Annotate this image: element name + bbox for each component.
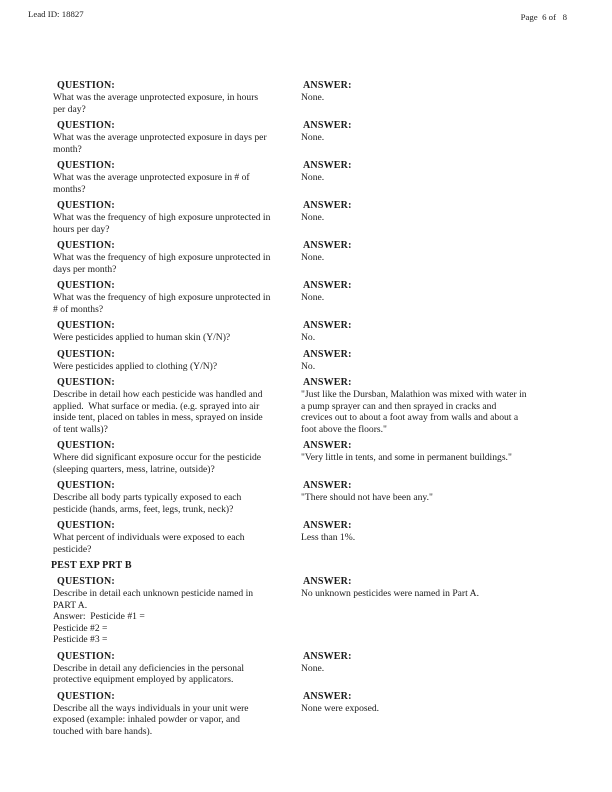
answer-column	[301, 479, 562, 515]
qa-block	[51, 119, 562, 155]
answer-lines	[301, 588, 562, 600]
question-lines	[51, 588, 301, 646]
question-label: QUESTION:	[57, 690, 115, 702]
question-label: QUESTION:	[57, 348, 115, 360]
qa-block	[51, 199, 562, 235]
qa-block	[51, 439, 562, 475]
question-lines	[51, 492, 301, 515]
question-line: month?	[53, 143, 82, 155]
qa-block	[51, 575, 562, 646]
question-line: of tent walls)?	[53, 423, 108, 435]
question-line: What was the average unprotected exposure in days per	[53, 132, 267, 143]
question-line: protective equipment employed by applicators.	[53, 674, 234, 685]
answer-line: None.	[301, 662, 325, 674]
answer-line: No.	[301, 332, 316, 343]
qa-block	[51, 79, 562, 115]
question-label: QUESTION:	[57, 120, 115, 131]
question-line: Describe in detail how each pesticide was handled and	[53, 389, 263, 400]
answer-label: ANSWER:	[303, 348, 352, 360]
question-column	[51, 519, 301, 555]
question-line: Describe in detail any deficiencies in the personal	[53, 662, 244, 674]
question-label: QUESTION:	[57, 320, 115, 331]
answer-lines	[301, 492, 562, 504]
question-column	[51, 239, 301, 275]
answer-label: ANSWER:	[303, 440, 352, 451]
answer-label: ANSWER:	[303, 280, 352, 291]
answer-column	[301, 239, 562, 275]
question-lines	[51, 452, 301, 475]
answer-line: None.	[301, 212, 325, 223]
question-label: QUESTION:	[57, 240, 115, 251]
answer-lines	[301, 332, 562, 344]
question-label: QUESTION:	[57, 480, 115, 491]
question-line: Pesticide #2 =	[53, 622, 108, 634]
question-label: QUESTION:	[57, 520, 115, 531]
answer-line: crevices out to about a foot away from walls and about a	[301, 412, 519, 423]
question-lines	[51, 132, 301, 155]
answer-column	[301, 119, 562, 155]
question-line: Pesticide #3 =	[53, 634, 108, 645]
answer-column	[301, 348, 562, 373]
question-line: What percent of individuals were exposed to each	[53, 532, 245, 543]
answer-label: ANSWER:	[303, 160, 352, 171]
answer-label: ANSWER:	[303, 377, 352, 388]
question-lines	[51, 292, 301, 315]
question-line: days per month?	[53, 263, 117, 275]
question-lines	[51, 361, 301, 373]
question-line: What was the average unprotected exposure in # of	[53, 172, 250, 183]
answer-column	[301, 439, 562, 475]
question-lines	[51, 172, 301, 195]
question-column	[51, 79, 301, 115]
question-column	[51, 119, 301, 155]
question-column	[51, 650, 301, 686]
question-line: Were pesticides applied to clothing (Y/N)?	[53, 360, 218, 372]
answer-lines	[301, 663, 562, 675]
question-column	[51, 376, 301, 435]
answer-line: No unknown pesticides were named in Part A.	[301, 588, 479, 599]
answer-column	[301, 319, 562, 344]
question-label: QUESTION:	[57, 576, 115, 587]
question-column	[51, 439, 301, 475]
question-line: What was the average unprotected exposure, in hours	[53, 92, 259, 103]
answer-label: ANSWER:	[303, 480, 352, 491]
answer-column	[301, 690, 562, 738]
qa-block	[51, 376, 562, 435]
question-lines	[51, 332, 301, 344]
answer-column	[301, 279, 562, 315]
question-line: What was the frequency of high exposure unprotected in	[53, 252, 271, 263]
answer-line: No.	[301, 360, 316, 372]
question-line: months?	[53, 183, 86, 195]
answer-column	[301, 79, 562, 115]
qa-block	[51, 279, 562, 315]
question-column	[51, 690, 301, 738]
question-line: hours per day?	[53, 223, 110, 235]
question-label: QUESTION:	[57, 440, 115, 451]
answer-column	[301, 199, 562, 235]
qa-block	[51, 239, 562, 275]
lead-id-label: Lead ID: 18827	[28, 9, 84, 19]
question-label: QUESTION:	[57, 280, 115, 291]
question-line: Describe in detail each unknown pesticide named in	[53, 588, 254, 599]
question-label: QUESTION:	[57, 80, 115, 91]
answer-line: None.	[301, 292, 325, 303]
answer-column	[301, 159, 562, 195]
question-lines	[51, 92, 301, 115]
answer-lines	[301, 452, 562, 464]
page-header	[0, 0, 612, 23]
question-label: QUESTION:	[57, 200, 115, 211]
answer-line: None.	[301, 132, 325, 143]
answer-lines	[301, 532, 562, 544]
answer-lines	[301, 132, 562, 144]
answer-label: ANSWER:	[303, 320, 352, 331]
question-line: What was the frequency of high exposure unprotected in	[53, 292, 271, 303]
question-line: What was the frequency of high exposure unprotected in	[53, 212, 271, 223]
answer-label: ANSWER:	[303, 120, 352, 131]
answer-line: None were exposed.	[301, 702, 380, 714]
answer-line: Less than 1%.	[301, 532, 356, 543]
qa-block	[51, 159, 562, 195]
answer-line: None.	[301, 172, 325, 183]
answer-label: ANSWER:	[303, 200, 352, 211]
answer-line: "Very little in tents, and some in permanent buildings."	[301, 452, 512, 463]
question-lines	[51, 212, 301, 235]
page-number-label: Page 6 of 8	[520, 12, 567, 22]
answer-column	[301, 650, 562, 686]
answer-lines	[301, 389, 562, 435]
answer-line: None.	[301, 92, 325, 103]
qa-block	[51, 348, 562, 373]
question-column	[51, 279, 301, 315]
answer-lines	[301, 252, 562, 264]
question-column	[51, 199, 301, 235]
section-heading: PEST EXP PRT B	[51, 560, 132, 571]
answer-lines	[301, 172, 562, 184]
answer-line: "There should not have been any."	[301, 492, 433, 503]
answer-lines	[301, 361, 562, 373]
answer-lines	[301, 292, 562, 304]
answer-column	[301, 376, 562, 435]
question-column	[51, 319, 301, 344]
question-line: PART A.	[53, 599, 88, 611]
answer-column	[301, 519, 562, 555]
question-line: Describe all the ways individuals in your unit were	[53, 702, 249, 714]
qa-block	[51, 690, 562, 738]
question-column	[51, 159, 301, 195]
question-column	[51, 479, 301, 515]
question-lines	[51, 389, 301, 435]
answer-label: ANSWER:	[303, 690, 352, 702]
question-line: touched with bare hands).	[53, 725, 153, 737]
answer-line: None.	[301, 252, 325, 263]
answer-line: foot above the floors."	[301, 423, 387, 435]
question-line: Describe all body parts typically exposed to each	[53, 492, 242, 503]
question-line: exposed (example: inhaled powder or vapor, and	[53, 714, 240, 725]
answer-lines	[301, 703, 562, 715]
question-lines	[51, 703, 301, 738]
question-column	[51, 575, 301, 646]
answer-line: "Just like the Dursban, Malathion was mixed with water in	[301, 389, 527, 400]
question-label: QUESTION:	[57, 650, 115, 662]
answer-label: ANSWER:	[303, 80, 352, 91]
answer-line: a pump sprayer can and then sprayed in cracks and	[301, 400, 497, 412]
question-line: applied. What surface or media. (e.g. sprayed into air	[53, 400, 260, 412]
question-line: (sleeping quarters, mess, latrine, outside)?	[53, 463, 215, 475]
answer-label: ANSWER:	[303, 576, 352, 587]
question-line: Were pesticides applied to human skin (Y/N)?	[53, 332, 231, 343]
answer-lines	[301, 212, 562, 224]
question-line: Where did significant exposure occur for the pesticide	[53, 452, 262, 463]
answer-label: ANSWER:	[303, 650, 352, 662]
question-lines	[51, 663, 301, 686]
qa-block	[51, 650, 562, 686]
question-lines	[51, 532, 301, 555]
answer-column	[301, 575, 562, 646]
qa-block	[51, 319, 562, 344]
question-line: pesticide?	[53, 543, 92, 555]
question-lines	[51, 252, 301, 275]
question-line: pesticide (hands, arms, feet, legs, trunk, neck)?	[53, 503, 234, 515]
question-line: Answer: Pesticide #1 =	[53, 611, 145, 622]
qa-block	[51, 479, 562, 515]
question-line: per day?	[53, 103, 86, 115]
question-line: # of months?	[53, 303, 104, 315]
question-label: QUESTION:	[57, 160, 115, 171]
answer-label: ANSWER:	[303, 520, 352, 531]
document-body	[51, 79, 562, 737]
question-line: inside tent, placed on tables in mess, sprayed on inside	[53, 412, 263, 423]
qa-block	[51, 519, 562, 555]
question-column	[51, 348, 301, 373]
question-label: QUESTION:	[57, 377, 115, 388]
answer-label: ANSWER:	[303, 240, 352, 251]
answer-lines	[301, 92, 562, 104]
